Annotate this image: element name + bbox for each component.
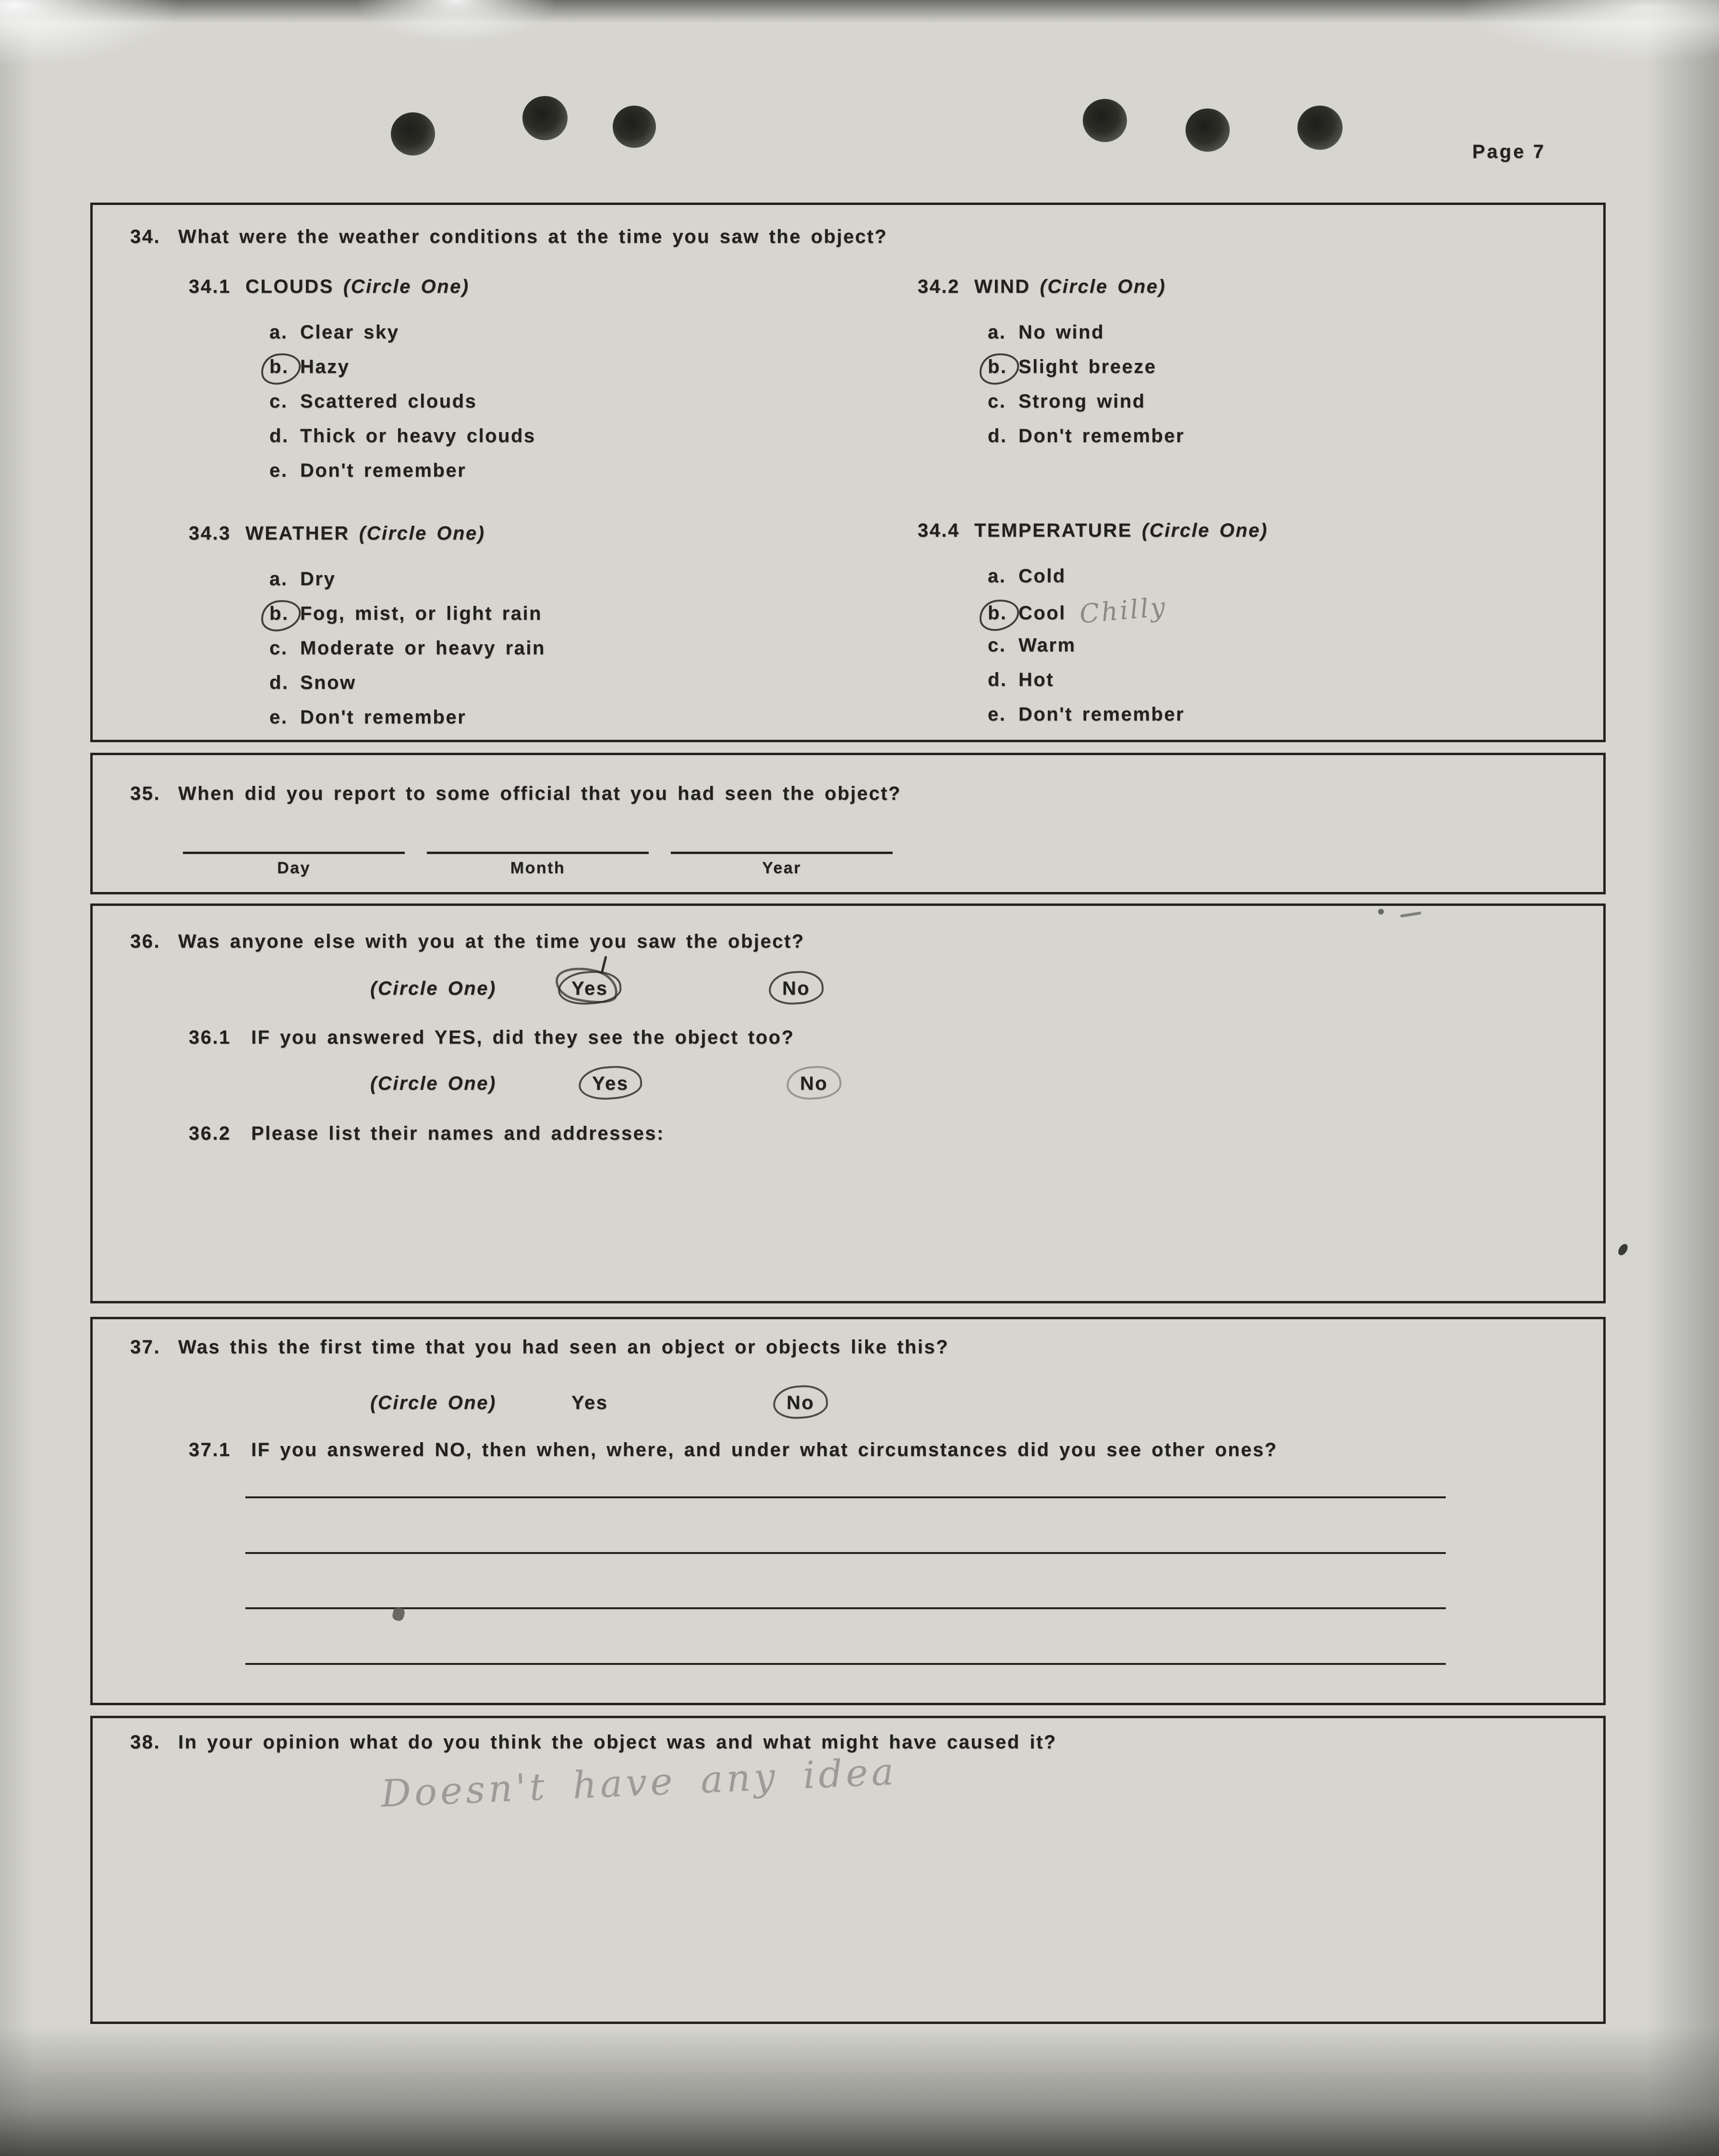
option-row [988, 697, 1268, 732]
section-wind [918, 276, 1185, 453]
circle-one-note: (Circle One) [1040, 276, 1166, 297]
option-row-circled [269, 349, 536, 384]
option-row [269, 631, 545, 665]
question-number: 36.2 [189, 1123, 231, 1144]
option-row [988, 315, 1185, 349]
option-letter: c. [988, 391, 1006, 412]
option-label: Snow [300, 672, 356, 693]
option-letter: c. [269, 391, 288, 412]
date-blanks [183, 849, 915, 878]
option-label: Hot [1018, 669, 1054, 690]
blank-line [427, 849, 649, 854]
option-letter: d. [269, 425, 289, 446]
question-36 [130, 931, 805, 952]
blank-label: Day [277, 859, 311, 877]
section-heading [918, 520, 1268, 542]
scan-speck [1378, 909, 1384, 915]
section-heading [189, 276, 536, 298]
answer-yes-circled: Yes [592, 1073, 629, 1094]
option-label: Don't remember [1018, 704, 1185, 725]
handwritten-note: Chilly [1078, 591, 1168, 629]
section-title: TEMPERATURE [974, 520, 1132, 541]
option-label: Slight breeze [1018, 356, 1157, 377]
option-label: Don't remember [300, 707, 467, 728]
circle-one-row [370, 978, 1042, 1016]
day-blank [183, 849, 405, 878]
option-letter: a. [988, 566, 1006, 587]
question-text: Was anyone else with you at the time you saw the object? [178, 931, 805, 952]
circle-one-note: (Circle One) [370, 978, 496, 999]
option-letter: a. [269, 322, 288, 343]
question-number: 37.1 [189, 1439, 231, 1460]
circle-one-note: (Circle One) [359, 523, 485, 544]
option-letter: b. [269, 596, 300, 631]
option-row [988, 559, 1268, 593]
question-35 [130, 783, 901, 805]
option-letter: b. [988, 596, 1018, 630]
answer-yes-circled: Yes [571, 978, 608, 999]
question-text: In your opinion what do you think the object was and what might have caused it? [178, 1732, 1057, 1753]
blank-label: Month [510, 859, 566, 877]
question-36-box [90, 903, 1606, 1303]
option-letter: d. [988, 669, 1007, 690]
question-number: 34. [130, 226, 161, 247]
option-label: Strong wind [1018, 391, 1146, 412]
option-label: Cold [1018, 566, 1066, 587]
punch-hole [1186, 108, 1230, 152]
option-letter: b. [988, 349, 1018, 384]
option-label: Hazy [300, 356, 350, 377]
option-letter: d. [269, 672, 289, 693]
punch-hole [613, 106, 656, 148]
section-title: WIND [974, 276, 1030, 297]
question-text: When did you report to some official that you had seen the object? [178, 783, 901, 804]
option-list [269, 562, 545, 735]
option-row-circled [988, 593, 1268, 628]
section-weather [189, 523, 545, 735]
question-37 [130, 1337, 949, 1358]
blank-line [671, 849, 893, 854]
section-number: 34.4 [918, 520, 960, 541]
section-heading [189, 523, 545, 544]
option-row [988, 662, 1268, 697]
section-heading [918, 276, 1185, 298]
question-number: 38. [130, 1732, 161, 1753]
question-37-box [90, 1317, 1606, 1705]
question-34 [130, 226, 887, 248]
option-letter: e. [269, 707, 288, 728]
page-number-label: Page 7 [1472, 141, 1546, 162]
option-label: Don't remember [300, 460, 467, 481]
blank-label: Year [762, 859, 801, 877]
question-36-2 [189, 1123, 665, 1144]
question-number: 36.1 [189, 1027, 231, 1048]
option-row [269, 453, 536, 488]
circle-one-note: (Circle One) [370, 1392, 496, 1413]
circle-one-row [370, 1073, 1042, 1111]
option-label: Dry [300, 568, 336, 590]
option-letter: e. [269, 460, 288, 481]
answer-line [245, 1552, 1446, 1554]
question-38-box [90, 1716, 1606, 2024]
option-label: Thick or heavy clouds [300, 425, 536, 446]
section-number: 34.2 [918, 276, 960, 297]
question-text: Was this the first time that you had seen an object or objects like this? [178, 1337, 949, 1358]
answer-no: No [800, 1073, 828, 1094]
year-blank [671, 849, 893, 878]
option-row [269, 419, 536, 453]
section-number: 34.1 [189, 276, 231, 297]
question-38 [130, 1732, 1057, 1753]
circle-one-note: (Circle One) [343, 276, 470, 297]
answer-line [245, 1607, 1446, 1609]
answer-no-circled: No [787, 1392, 815, 1413]
question-36-1 [189, 1027, 795, 1048]
answer-no-circled: No [782, 978, 811, 999]
option-row [988, 384, 1185, 419]
option-row [988, 419, 1185, 453]
question-number: 35. [130, 783, 161, 804]
option-list [988, 559, 1268, 732]
question-number: 37. [130, 1337, 161, 1358]
month-blank [427, 849, 649, 878]
option-label: Cool [1018, 602, 1066, 624]
option-label: Warm [1018, 635, 1076, 656]
option-label: Scattered clouds [300, 391, 477, 412]
handwritten-answer: Doesn't have any idea [380, 1750, 898, 1816]
option-label: No wind [1018, 322, 1105, 343]
option-letter: a. [988, 322, 1006, 343]
question-35-box [90, 753, 1606, 894]
punch-hole [1297, 106, 1343, 150]
option-letter: a. [269, 568, 288, 590]
question-number: 36. [130, 931, 161, 952]
option-row [988, 628, 1268, 662]
section-title: WEATHER [245, 523, 350, 544]
option-list [988, 315, 1185, 453]
option-letter: c. [269, 638, 288, 659]
option-row [269, 700, 545, 735]
answer-yes: Yes [571, 1392, 608, 1413]
option-row-circled [988, 349, 1185, 384]
circle-one-note: (Circle One) [1141, 520, 1268, 541]
option-label: Clear sky [300, 322, 399, 343]
option-label: Moderate or heavy rain [300, 638, 545, 659]
option-letter: d. [988, 425, 1007, 446]
option-letter: b. [269, 349, 300, 384]
blank-line [183, 849, 405, 854]
option-row [269, 665, 545, 700]
question-text: IF you answered YES, did they see the object too? [251, 1027, 795, 1048]
section-clouds [189, 276, 536, 488]
section-temperature [918, 520, 1268, 732]
option-letter: e. [988, 704, 1006, 725]
option-row-circled [269, 596, 545, 631]
option-label: Fog, mist, or light rain [300, 603, 542, 624]
question-text: Please list their names and addresses: [251, 1123, 665, 1144]
answer-line [245, 1496, 1446, 1498]
option-row [269, 315, 536, 349]
option-list [269, 315, 536, 488]
scan-speck [1616, 1242, 1629, 1257]
punch-hole [1083, 99, 1127, 142]
punch-hole [522, 96, 568, 140]
question-37-1 [189, 1439, 1278, 1461]
punch-hole [391, 112, 435, 156]
question-text: What were the weather conditions at the time you saw the object? [178, 226, 888, 247]
option-letter: c. [988, 635, 1006, 656]
answer-line [245, 1663, 1446, 1665]
circle-one-row [370, 1392, 1042, 1431]
option-label: Don't remember [1018, 425, 1185, 446]
circle-one-note: (Circle One) [370, 1073, 496, 1094]
option-row [269, 562, 545, 596]
section-title: CLOUDS [245, 276, 334, 297]
option-row [269, 384, 536, 419]
question-34-box [90, 203, 1606, 742]
question-text: IF you answered NO, then when, where, and under what circumstances did you see other ones? [251, 1439, 1278, 1460]
section-number: 34.3 [189, 523, 231, 544]
